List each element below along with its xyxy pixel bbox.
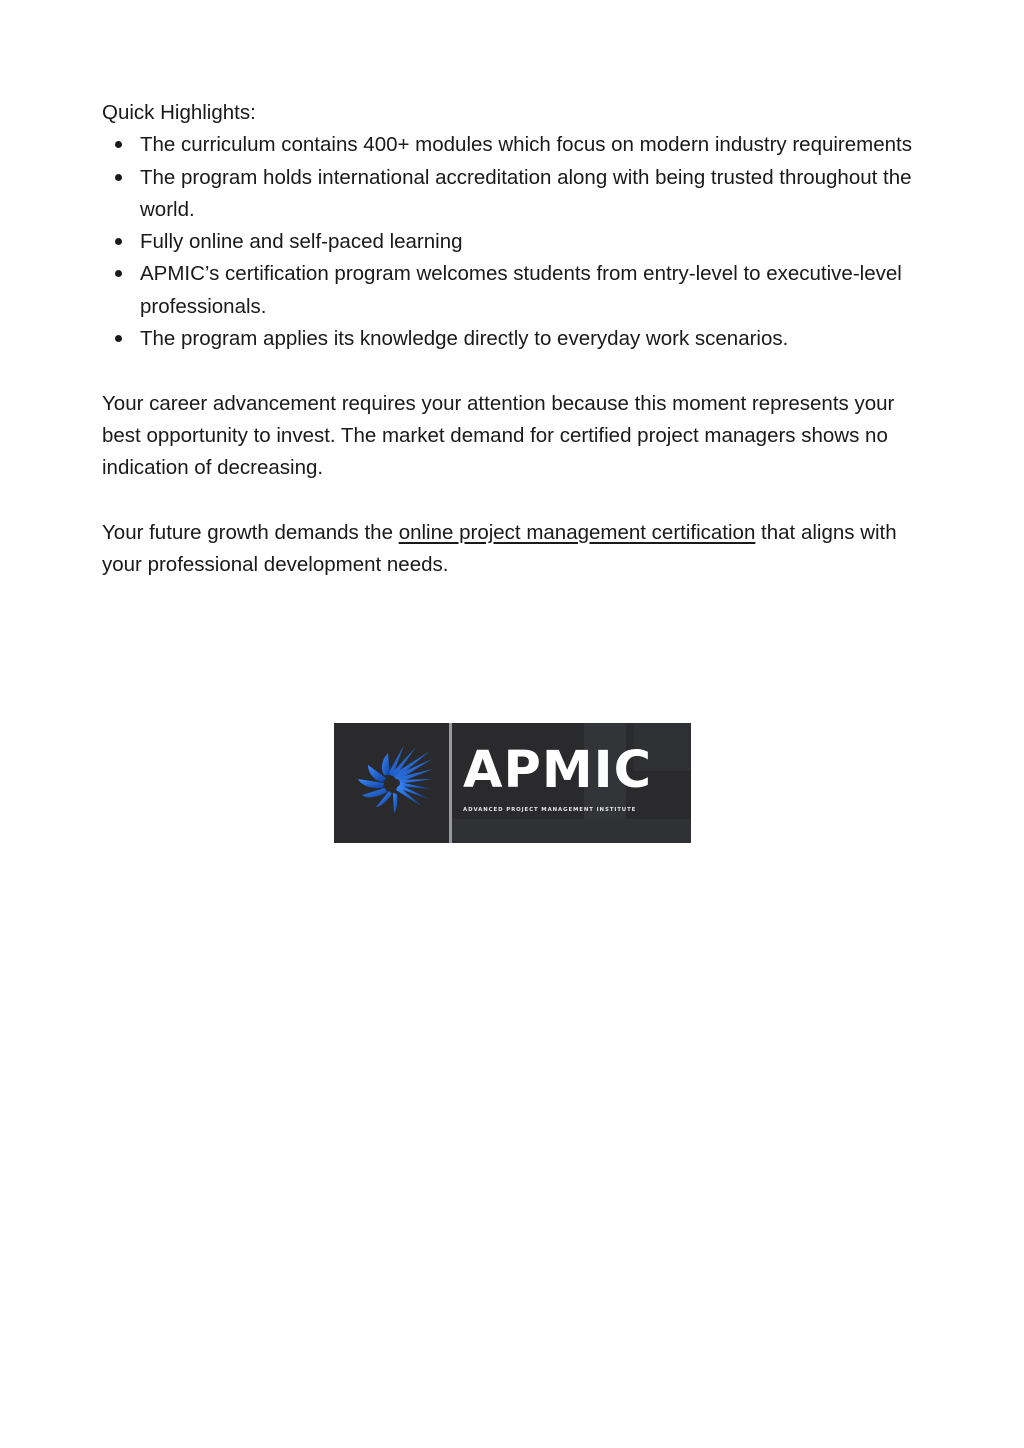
list-item-text: Fully online and self-paced learning xyxy=(140,230,463,254)
career-paragraph: Your career advancement requires your attention because this moment represents your best opportunity to invest. The market demand for certified project managers shows no indication of decreasing. xyxy=(102,391,895,480)
highlights-list xyxy=(102,129,932,355)
logo-tagline: ADVANCED PROJECT MANAGEMENT INSTITUTE xyxy=(463,807,637,813)
list-item-text: APMIC’s certification program welcomes students from entry-level to executive-level professionals. xyxy=(140,262,902,318)
list-item xyxy=(140,162,932,227)
globe-emblem-icon xyxy=(356,745,436,815)
document-body xyxy=(102,97,932,581)
list-item-text: The program holds international accreditation along with being trusted throughout the world. xyxy=(140,165,912,221)
future-paragraph xyxy=(102,517,932,582)
list-item xyxy=(140,226,932,258)
bullet-icon xyxy=(115,174,122,181)
apmic-logo xyxy=(334,723,691,843)
list-item-text: The curriculum contains 400+ modules which focus on modern industry requirements xyxy=(140,133,912,157)
list-item xyxy=(140,129,932,161)
future-text-before: Your future growth demands the xyxy=(102,520,399,544)
certification-link[interactable]: online project management certification xyxy=(398,520,756,544)
paragraph-gap xyxy=(102,355,932,387)
bullet-icon xyxy=(115,270,122,277)
logo-bg-block xyxy=(452,819,691,843)
list-item xyxy=(140,258,932,323)
bullet-icon xyxy=(115,335,122,342)
bullet-icon xyxy=(115,141,122,148)
list-item xyxy=(140,323,932,355)
logo-wordmark: APMIC xyxy=(463,741,653,800)
highlights-heading: Quick Highlights: xyxy=(102,101,256,124)
paragraph-gap xyxy=(102,485,932,517)
future-text-after: that aligns with your professional development needs. xyxy=(102,520,897,577)
list-item-text: The program applies its knowledge directly to everyday work scenarios. xyxy=(140,327,789,351)
bullet-icon xyxy=(115,238,122,245)
logo-divider xyxy=(449,723,452,843)
